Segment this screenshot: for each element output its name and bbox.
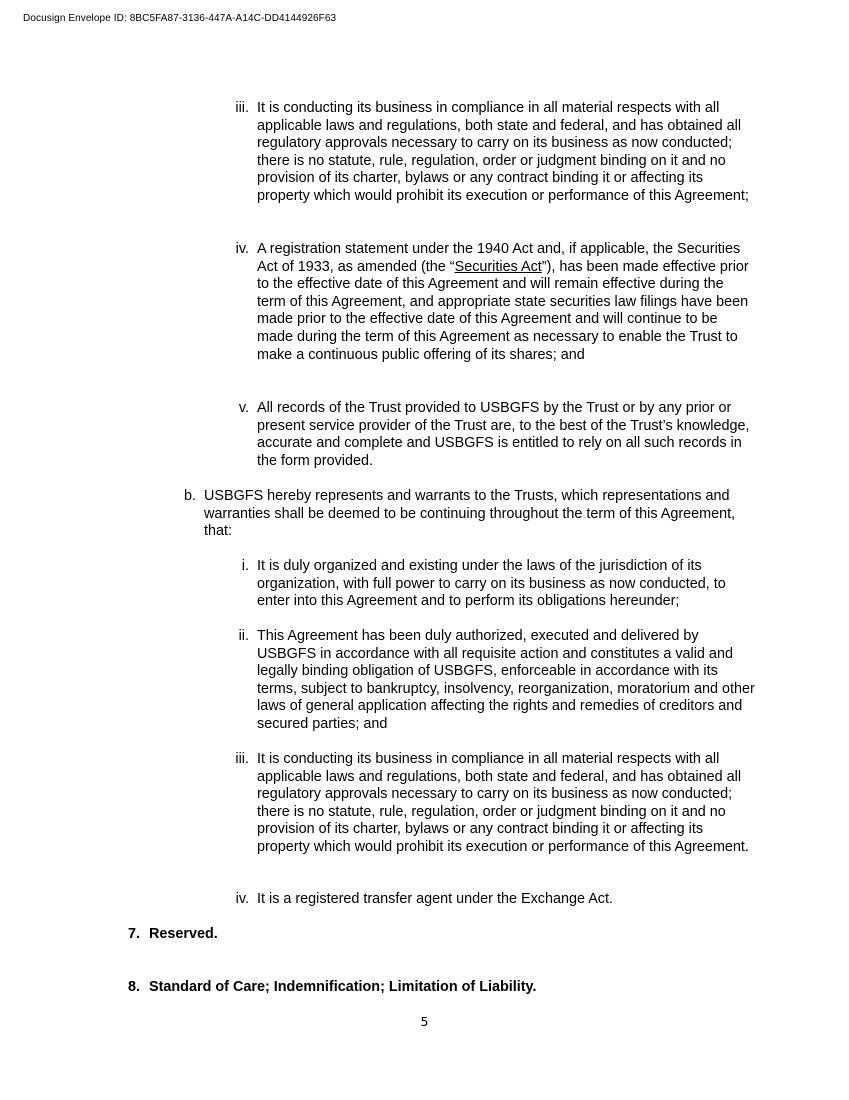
item-number: iv. — [235, 241, 249, 257]
section-heading — [118, 926, 718, 944]
item-number: iv. — [235, 891, 249, 907]
page-number: 5 — [420, 1014, 429, 1029]
section-title: Standard of Care; Indemnification; Limitation of Liability. — [149, 979, 537, 995]
item-text-part: A registration statement under the 1940 Act and, if applicable, the Securities Act of 1933, as amended (the “ — [257, 241, 741, 275]
item-text: This Agreement has been duly authorized, executed and delivered by USBGFS in accordance with all requisite action and constitutes a valid and legally binding obligation of USBGFS, enforceable in accordance with its terms, subject to bankruptcy, insolvency, reorganization, moratorium and other laws of general application affecting the rights and remedies of creditors and secured parties; and — [257, 628, 755, 732]
item-text: It is conducting its business in compliance in all material respects with all applicable laws and regulations, both state and federal, and has obtained all regulatory approvals necessary to carry on its business as now conducted; there is no statute, rule, regulation, order or judgment binding on it and no provision of its charter, bylaws or any contract binding it or affecting its property which would prohibit its execution or performance of this Agreement; — [257, 100, 749, 204]
list-item — [215, 628, 755, 734]
section-number: 7. — [127, 926, 140, 942]
item-text: It is duly organized and existing under the laws of the jurisdiction of its organization, with full power to carry on its business as now conducted, to enter into this Agreement and to perform its obligations hereunder; — [257, 558, 726, 610]
item-text: It is a registered transfer agent under the Exchange Act. — [257, 891, 613, 907]
item-number: v. — [238, 400, 249, 416]
item-text — [257, 241, 755, 364]
item-text: USBGFS hereby represents and warrants to the Trusts, which representations and warranties shall be deemed to be continuing throughout the term of this Agreement, that: — [204, 488, 736, 540]
item-text: All records of the Trust provided to USBGFS by the Trust or by any prior or present service provider of the Trust are, to the best of the Trust’s knowledge, accurate and complete and USBGFS is entitled to rely on all such records in the form provided. — [257, 400, 750, 469]
list-item — [215, 751, 755, 857]
list-item — [215, 400, 755, 470]
envelope-id: Docusign Envelope ID: 8BC5FA87-3136-447A-A14C-DD4144926F63 — [23, 13, 337, 24]
item-number: ii. — [238, 628, 249, 644]
section-number: 8. — [127, 979, 140, 995]
item-text-part: ”), has been made effective prior to the effective date of this Agreement and will remain effective during the term of this Agreement, and appropriate state securities law filings have been made prior to the effective date of this Agreement and will continue to be made during the term of this Agreement as necessary to enable the Trust to make a continuous public offering of its shares; and — [257, 258, 749, 363]
section-heading — [118, 979, 718, 997]
list-item — [168, 488, 738, 541]
list-item — [215, 241, 755, 364]
section-title: Reserved. — [149, 926, 218, 942]
item-number: i. — [241, 558, 249, 574]
list-item — [215, 558, 755, 611]
list-item — [215, 891, 755, 909]
list-item — [215, 100, 755, 206]
item-number: b. — [183, 488, 196, 504]
item-number: iii. — [235, 100, 249, 116]
item-text: It is conducting its business in compliance in all material respects with all applicable laws and regulations, both state and federal, and has obtained all regulatory approvals necessary to carry on its business as now conducted; there is no statute, rule, regulation, order or judgment binding on it and no provision of its charter, bylaws or any contract binding it or affecting its property which would prohibit its execution or performance of this Agreement. — [257, 751, 749, 855]
item-number: iii. — [235, 751, 249, 767]
defined-term-securities-act: Securities Act — [454, 258, 542, 275]
